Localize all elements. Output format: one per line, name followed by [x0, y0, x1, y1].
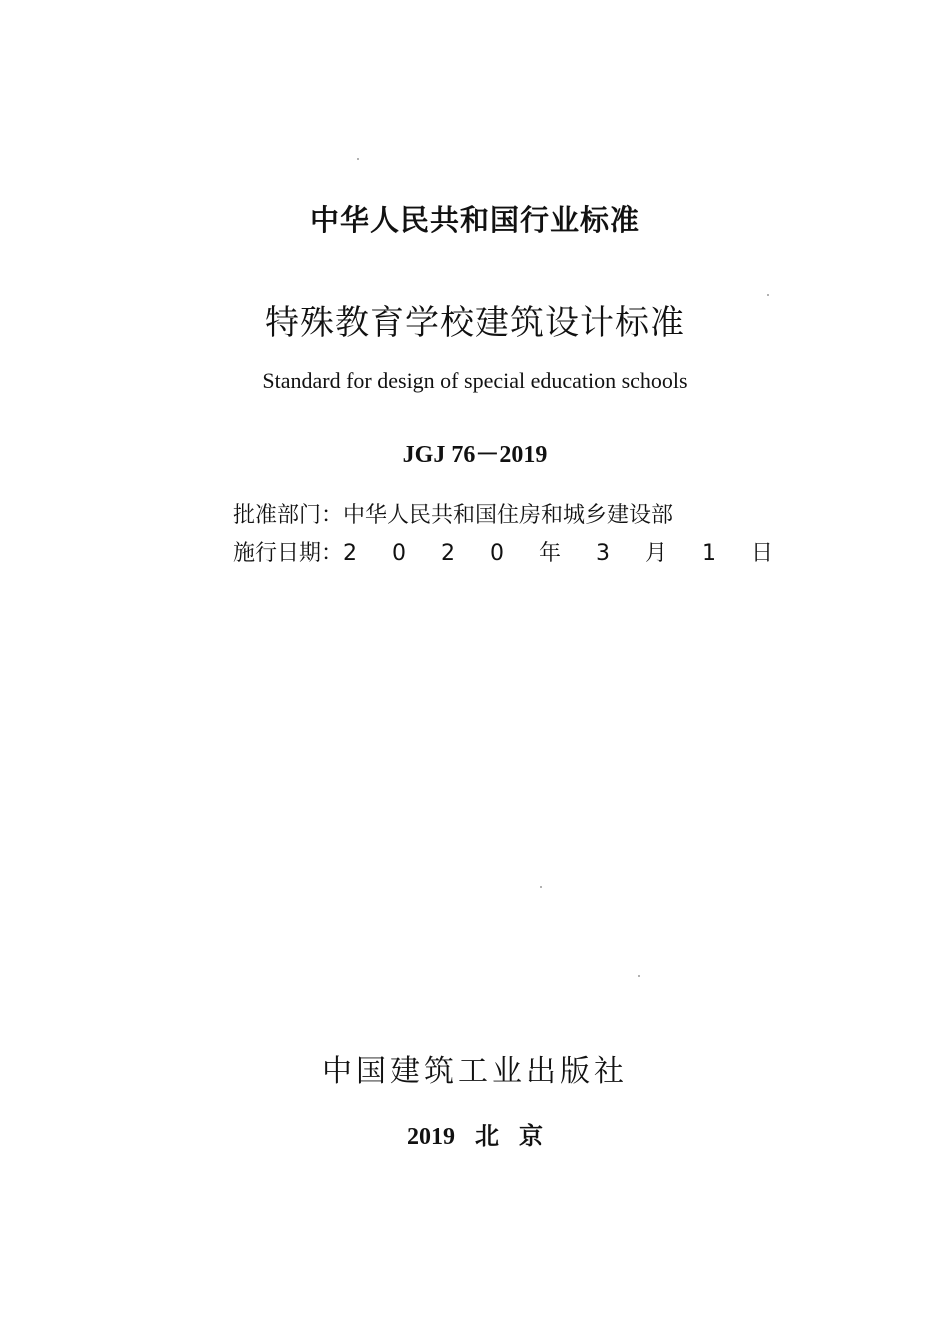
- scan-speck: [357, 158, 359, 160]
- approval-label: 批准部门：: [233, 503, 344, 528]
- standard-category: 中华人民共和国行业标准: [309, 203, 640, 237]
- effective-date: [233, 536, 787, 567]
- effective-date-value: 2 0 2 0 年 3 月 1 日: [343, 541, 787, 566]
- standard-title-english: Standard for design of special education schools: [262, 368, 688, 393]
- scan-speck: [540, 886, 542, 888]
- standard-title-chinese: 特殊教育学校建筑设计标准: [265, 303, 685, 343]
- publication-year-place: 2019 北 京: [407, 1124, 543, 1150]
- scan-speck: [638, 975, 640, 977]
- approval-department: [233, 498, 673, 529]
- approval-value: 中华人民共和国住房和城乡建设部: [343, 503, 674, 528]
- standard-code: JGJ 76－2019: [402, 442, 548, 468]
- effective-date-label: 施行日期：: [233, 541, 344, 566]
- publisher-name: 中国建筑工业出版社: [322, 1054, 628, 1089]
